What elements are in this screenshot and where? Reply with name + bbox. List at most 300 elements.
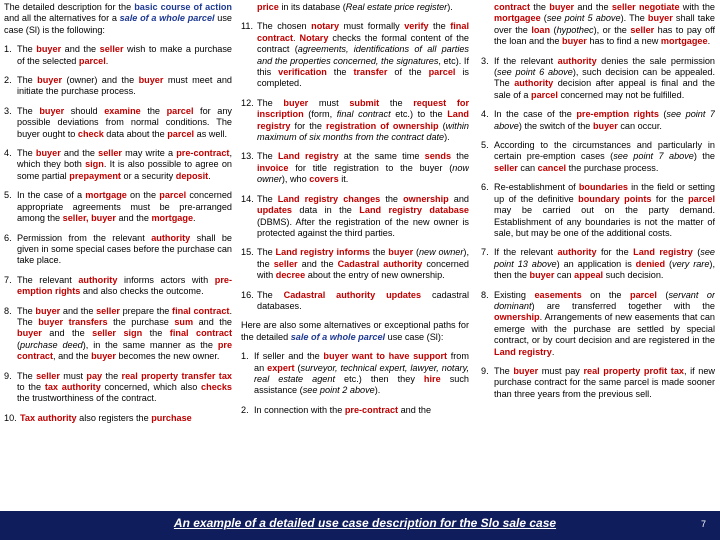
text-run: If the relevant — [494, 55, 558, 66]
text-run: Land registry — [633, 247, 693, 258]
text-run: pre-contract — [176, 148, 230, 159]
text-run: verify — [404, 21, 429, 32]
text-run: final contract — [172, 305, 230, 316]
list-item: 3. If the relevant authority denies the sale permission (see point 6 above), such decision can be appealed. The authority decision after appeal is final and the sale of a parcel concerned may not be fulfilled. — [481, 55, 715, 100]
text-run: see point 5 above — [546, 13, 621, 24]
text-run: and the — [398, 404, 432, 415]
text-run: concerned, which also — [100, 381, 202, 392]
text-run: ). The — [620, 13, 648, 24]
text-run: The — [17, 305, 36, 316]
text-run: buyer — [549, 2, 575, 12]
text-run: data about the — [103, 128, 168, 139]
text-run: mortgage — [85, 190, 127, 201]
text-run: concerned may not be fulfilled. — [557, 89, 685, 100]
text-run: . — [105, 55, 109, 66]
list-item: 10. Tax authority also registers the purchase — [4, 412, 192, 423]
text-run: data in the — [292, 205, 360, 216]
list-item: 8. The buyer and the seller prepare the final contract. The buyer transfers the purchase sum and the buyer and the seller sign the final contract (purchase deed), in the same manner as the pre contract, and the buyer becomes the new owner. — [4, 305, 232, 362]
text-run: on the — [126, 190, 160, 201]
text-run: updates — [257, 205, 292, 216]
text-run: price — [257, 2, 279, 12]
text-run: seller — [494, 162, 518, 173]
text-run: the trustworthiness of the contract. — [17, 393, 157, 404]
text-run: may be carried out on the party demand. Establishment of any boundaries is not the matter of sale, but may be one of the additional costs. — [494, 205, 715, 238]
text-run: must meet and initiate the purchase process. — [17, 75, 232, 97]
text-run: about the entry of new ownership. — [305, 270, 445, 281]
text-run: cadastral databases. — [257, 289, 469, 311]
text-run: the — [140, 105, 167, 116]
text-run: The — [17, 75, 38, 86]
text-run: informs — [336, 247, 370, 258]
text-run: real property profit tax — [583, 365, 684, 376]
text-run: etc.) then they — [335, 373, 424, 384]
text-run: The — [494, 365, 514, 376]
text-run: buyer — [91, 351, 116, 362]
text-run: see point 7 above — [613, 151, 694, 162]
text-run: buyer — [35, 148, 61, 159]
text-run: also registers the — [76, 412, 152, 423]
list-item: 9. The seller must pay the real property transfer tax to the tax authority concerned, which also checks the trustworthiness of the contract. — [4, 370, 232, 404]
text-run: buyer want to have support — [323, 351, 448, 362]
text-run: checks — [201, 381, 232, 392]
text-run: and the — [115, 213, 152, 224]
text-run: can — [517, 162, 538, 173]
text-run: (DBMS). After the registration of the new owner is protected against the third parties. — [257, 216, 469, 238]
text-run: must formally — [339, 21, 405, 32]
text-run: verification — [278, 67, 327, 78]
text-run: ownership — [494, 312, 540, 323]
text-run: checks the formal content of the contract ( — [257, 32, 469, 55]
text-run: sends — [424, 151, 452, 162]
text-run: within maximum of six months from the contract date — [257, 120, 469, 143]
text-run: to the — [17, 381, 45, 392]
text-run: authority — [557, 55, 597, 66]
text-run: Notary — [299, 32, 329, 43]
text-run: The — [257, 247, 276, 258]
text-run: ) the switch of the — [518, 120, 593, 131]
text-run: Real estate price register — [345, 2, 448, 12]
text-run: final contract — [336, 109, 391, 120]
text-run: and the — [60, 305, 97, 316]
list-item: 9. The buyer must pay real property profit tax, if new purchase contract for the same parcel is made sooner than three years from the previous sell. — [481, 365, 715, 399]
text-run: ( — [540, 13, 547, 24]
text-run: ). — [447, 2, 453, 12]
text-run: Re-establishment of — [494, 182, 579, 193]
text-run: . — [293, 32, 300, 43]
text-run: parcel — [531, 89, 558, 100]
text-run: buyer — [138, 75, 164, 86]
list-item: 8. Existing easements on the parcel (servant or dominant) are transferred together with the ownership. Arrangements of new easements that can emerge with the purchase are settled by special contract, or by court decision and are registered in the Land registry. — [481, 289, 715, 357]
text-run: must pay — [538, 365, 584, 376]
text-run: , if new purchase contract for the same parcel is made sooner than three years from the previous sell. — [494, 365, 715, 399]
text-run: , and the — [53, 351, 92, 362]
text-run: the — [369, 247, 389, 258]
text-run: ). — [374, 385, 381, 396]
text-run: According to the circumstances and particularly in certain pre-emption cases ( — [494, 140, 715, 162]
text-run: buyer — [388, 247, 414, 258]
text-run: ), then the — [494, 258, 715, 281]
text-run: Land registry — [277, 151, 339, 162]
text-run: appeal — [574, 270, 604, 281]
text-run: In the case of the — [494, 109, 577, 120]
text-run: buyer — [647, 13, 673, 24]
text-run: tax authority — [44, 381, 101, 392]
text-run: and the — [297, 258, 338, 269]
text-run: Land registry — [257, 109, 469, 131]
text-run: deposit — [175, 170, 209, 181]
text-run: (owner) and the — [62, 75, 139, 86]
text-run: request for inscription — [257, 97, 469, 120]
list-item: 1. The buyer and the seller wish to make a purchase of the selected parcel. — [4, 44, 232, 66]
text-run: seller — [99, 44, 124, 55]
text-run: parcel — [688, 193, 715, 204]
text-run: for title registration to the buyer ( — [288, 162, 453, 173]
list-item-continued — [241, 2, 469, 13]
text-run: cancel — [537, 162, 567, 173]
text-run: If the relevant — [494, 247, 558, 258]
text-run: hire — [423, 373, 441, 384]
text-run: the — [380, 193, 404, 204]
text-run: seller — [92, 328, 116, 339]
text-run: concerned appropriate agreements must be pre-arranged among the — [17, 190, 232, 224]
text-run: The — [17, 148, 36, 159]
text-run: pre-contract — [344, 404, 399, 415]
text-run: invoice — [257, 162, 289, 173]
text-run: ( — [692, 247, 701, 258]
text-run: ( — [658, 109, 667, 120]
list-item-continued — [481, 2, 715, 48]
text-run: such assistance ( — [254, 373, 469, 396]
text-run: in its database ( — [278, 2, 346, 12]
text-run: seller — [630, 24, 655, 35]
text-run: and the — [41, 328, 93, 339]
text-run: as well. — [194, 128, 228, 139]
text-run: buyer — [39, 105, 65, 116]
text-run: pre contract — [17, 339, 232, 362]
text-run: pre-emption rights — [17, 274, 232, 297]
text-run: covers — [309, 174, 339, 185]
text-run: for the — [290, 120, 326, 131]
text-run: mortgagee — [660, 36, 708, 47]
text-run: servant or dominant — [494, 289, 715, 311]
text-run: has to find a new — [586, 36, 661, 47]
text-run: parcel — [159, 190, 187, 201]
text-run: and the — [60, 148, 99, 159]
text-run: and the — [61, 44, 100, 55]
list-item: 4. In the case of the pre-emption rights (see point 7 above) the switch of the buyer can occur. — [481, 109, 715, 131]
text-run: The detailed description for the — [4, 2, 135, 12]
text-run: authority — [557, 247, 597, 258]
text-run: and also checks the outcome. — [80, 286, 204, 297]
text-run: . The — [17, 305, 232, 327]
list-item: 7. If the relevant authority for the Land registry (see point 13 above) an application is denied (very rare), then the buyer can appeal such decision. — [481, 247, 715, 281]
text-run: buyer — [36, 44, 62, 55]
text-run: parcel — [78, 55, 106, 66]
text-run: . — [193, 213, 196, 224]
text-run: see point 6 above — [497, 67, 573, 78]
text-run: Permission from the relevant — [17, 232, 152, 243]
text-run: the — [379, 97, 414, 108]
text-run: ), or the — [593, 24, 631, 35]
list-item: 5. In the case of a mortgage on the parcel concerned appropriate agreements must be pre-arranged among the seller, buyer and the mortgage. — [4, 190, 232, 224]
text-run: with the — [679, 2, 715, 12]
text-run: buyer — [513, 365, 539, 376]
text-run: The — [17, 44, 37, 55]
text-run: real property transfer tax — [121, 370, 232, 381]
text-run: . It is also possible to agree on some partial — [17, 159, 232, 181]
text-run: buyer — [35, 305, 61, 316]
text-run: prepare the — [119, 305, 173, 316]
text-run: easements — [534, 289, 582, 300]
text-run: Land registry — [277, 193, 339, 204]
text-run: In the case of a — [17, 190, 86, 201]
list-item: 16. The Cadastral authority updates cadastral databases. — [241, 289, 469, 311]
text-run: the — [326, 67, 354, 78]
text-run: denied — [635, 258, 666, 269]
text-run: may write a — [122, 148, 177, 159]
text-run: informs actors with — [117, 274, 215, 285]
text-run: sum — [174, 316, 194, 327]
text-run: examine — [104, 105, 141, 116]
text-run: prepayment — [69, 170, 121, 181]
text-run: new owner — [418, 247, 464, 258]
text-run: can occur. — [617, 120, 662, 131]
text-run: transfer — [353, 67, 388, 78]
alternatives-paragraph — [241, 320, 469, 343]
footer-bar — [0, 511, 720, 540]
text-run: it. — [338, 174, 349, 185]
list-item: 4. The buyer and the seller may write a pre-contract, which they both sign. It is also possible to agree on some partial prepayment or a security deposit. — [4, 148, 232, 181]
text-run: use case (Sl): — [385, 331, 444, 342]
list-item: 6. Re-establishment of boundaries in the field or setting up of the definitive boundary points for the parcel may be carried out on the party demand. Establishment of any boundaries is not the matter of sale, but may be one of the additional costs. — [481, 182, 715, 238]
text-run: seller — [98, 148, 122, 159]
text-run: final contract — [169, 328, 232, 339]
text-run: ( — [294, 362, 301, 373]
text-run: . — [551, 346, 555, 357]
text-run: Land registry — [494, 346, 552, 357]
text-run: Tax authority — [20, 412, 77, 423]
text-run: the — [428, 21, 451, 32]
text-run: and — [448, 193, 469, 204]
text-run: Existing — [494, 289, 535, 300]
intro-paragraph — [4, 2, 232, 36]
text-run: pre-emption rights — [576, 109, 659, 120]
text-run: decree — [275, 270, 306, 281]
text-run: ), such decision can be appealed. The — [494, 67, 715, 89]
text-run: of the — [387, 67, 429, 78]
text-run: expert — [267, 362, 295, 373]
text-run: purchase — [151, 412, 192, 423]
text-run: and the — [574, 2, 612, 12]
text-run: The — [257, 289, 284, 300]
text-run: hypothec — [556, 24, 594, 35]
text-run: ( — [438, 120, 446, 131]
text-run: ) the — [693, 151, 715, 162]
text-run: now owner — [257, 162, 469, 185]
text-run: ) are transferred together with the — [531, 300, 715, 311]
list-item: 7. The relevant authority informs actors with pre-emption rights and also checks the outcome. — [4, 274, 232, 297]
column-right — [481, 2, 715, 510]
list-item: 2. In connection with the pre-contract and the — [241, 404, 432, 415]
text-run: has to pay off the loan and the — [494, 24, 715, 47]
text-run: notary — [311, 21, 340, 32]
text-run: buyer — [17, 328, 42, 339]
text-run: ( — [413, 247, 419, 258]
column-middle — [241, 2, 469, 510]
text-run: Land registry — [275, 247, 334, 258]
text-run: surveyor, technical expert, lawyer, notary, real estate agent — [254, 362, 469, 384]
text-run: registration of ownership — [326, 120, 439, 131]
text-run: check — [77, 128, 104, 139]
text-run: authority — [514, 78, 554, 89]
text-run: ( — [17, 339, 21, 350]
text-run: . — [707, 36, 711, 47]
list-item: 13. The Land registry at the same time sends the invoice for title registration to the buyer (now owner), who covers it. — [241, 151, 469, 185]
text-run: seller — [96, 305, 120, 316]
text-run: see point 2 above — [302, 385, 375, 396]
text-run: sale of a whole parcel — [119, 13, 215, 24]
text-run: . — [208, 170, 211, 181]
text-run: for the — [596, 247, 634, 258]
text-run: see point 13 above — [494, 247, 715, 269]
text-run: ( — [656, 289, 669, 300]
text-run: denies the sale permission ( — [494, 55, 715, 78]
text-run: changes — [343, 193, 381, 204]
text-run: ), the — [257, 247, 469, 269]
slide-caption: An example of a detailed use case description for the Slo sale case — [173, 516, 557, 530]
text-run: must — [308, 97, 350, 108]
text-run: Cadastral authority — [337, 258, 423, 269]
text-run: loan — [531, 24, 551, 35]
text-run: sign — [85, 159, 104, 170]
text-run: , etc). If this — [257, 55, 469, 78]
text-run: the — [102, 370, 122, 381]
text-run: see point 7 above — [494, 109, 715, 131]
text-run: , which they both — [17, 148, 232, 170]
text-run: the — [530, 2, 550, 12]
text-run: must — [59, 370, 87, 381]
text-run: The — [257, 151, 278, 162]
text-run: and the — [193, 316, 232, 327]
page-number: 7 — [700, 519, 706, 529]
text-run: agreements, identifications of all parties and the properties concerned, the signatures — [257, 44, 469, 66]
text-run: shall be given in some special cases before the purchase can take place. — [17, 232, 232, 266]
text-run: parcel — [428, 67, 456, 78]
text-run: submit — [349, 97, 380, 108]
text-run: the — [451, 151, 469, 162]
text-run: becomes the new owner. — [115, 351, 220, 362]
text-run: authority — [78, 274, 118, 285]
text-run: and all the alternatives for a — [4, 13, 120, 24]
text-run: decision after appeal is final and the sale of a — [494, 78, 715, 100]
text-run: etc.) to the — [390, 109, 448, 120]
list-item: 12. The buyer must submit the request for inscription (form, final contract etc.) to the Land registry for the registration of ownership (within maximum of six months from the contract date). — [241, 97, 469, 143]
text-run: purchase deed — [20, 339, 83, 350]
text-run: The chosen — [257, 21, 312, 32]
text-run: boundary points — [578, 193, 652, 204]
text-run: transfers — [68, 316, 108, 327]
text-run: very rare — [672, 258, 710, 269]
text-run: the purchase process. — [566, 162, 659, 173]
text-run: If seller and the — [254, 351, 324, 362]
text-run: mortgagee — [494, 13, 541, 24]
text-run: ) an application is — [556, 258, 636, 269]
text-run: for any possible deviations from normal conditions. The buyer ought to — [17, 105, 232, 139]
list-item: 3. The buyer should examine the parcel for any possible deviations from normal conditions. The buyer ought to check data about the parcel as well. — [4, 105, 232, 139]
text-run: The relevant — [17, 274, 79, 285]
list-item: 6. Permission from the relevant authority shall be given in some special cases before the purchase can take place. — [4, 232, 232, 266]
list-item: 11. The chosen notary must formally verify the final contract. Notary checks the formal content of the contract (agreements, identifications of all parties and the properties concerned, the signatures, etc). If this verification the transfer of the parcel is completed. — [241, 21, 469, 89]
text-run: parcel — [166, 105, 194, 116]
text-run: The — [17, 105, 40, 116]
text-run: buyer — [283, 97, 309, 108]
text-run: seller negotiate — [611, 2, 680, 12]
text-run: shall take over the — [494, 13, 715, 35]
text-run: is completed. — [257, 67, 469, 89]
text-run: or a security — [120, 170, 176, 181]
text-run: seller, buyer — [62, 213, 116, 224]
text-run: parcel — [630, 289, 657, 300]
text-run: ownership — [403, 193, 449, 204]
text-run: contract — [494, 2, 531, 12]
text-run: seller — [273, 258, 298, 269]
text-run: buyer — [37, 75, 63, 86]
text-run: ). — [444, 132, 450, 143]
text-run: at the same time — [338, 151, 425, 162]
text-run: pay — [86, 370, 103, 381]
text-run: The — [17, 370, 37, 381]
text-run: buyer — [592, 120, 618, 131]
text-run: sign — [123, 328, 143, 339]
text-run: on the — [581, 289, 631, 300]
text-run: wish to make a purchase of the selected — [17, 44, 232, 66]
text-run: use case (Sl) is the following: — [4, 13, 232, 35]
text-run: (form, — [303, 109, 337, 120]
text-run: Cadastral authority updates — [283, 289, 422, 300]
list-item: 15. The Land registry informs the buyer (new owner), the seller and the Cadastral authority concerned with decree about the entry of new ownership. — [241, 247, 469, 281]
text-run: can — [554, 270, 575, 281]
text-run: mortgage — [151, 213, 194, 224]
text-run: from an — [254, 351, 469, 373]
list-item: 14. The Land registry changes the ownership and updates data in the Land registry database (DBMS). After the registration of the new owner is protected against the third parties. — [241, 193, 469, 238]
text-run: The — [257, 97, 284, 108]
text-run: boundaries — [578, 182, 628, 193]
text-run: Here are also some alternatives or exceptional paths for the detailed — [241, 320, 469, 342]
text-run: . Arrangements of new easements that can emerge with the purchase are settled by special contract, or by court decision and are registered in the — [494, 312, 715, 346]
list-item: 2. The buyer (owner) and the buyer must meet and initiate the purchase process. — [4, 75, 232, 97]
text-run: buyer — [529, 270, 555, 281]
list-item: 5. According to the circumstances and particularly in certain pre-emption cases (see point 7 above) the seller can cancel the purchase process. — [481, 140, 715, 173]
text-run: buyer — [562, 36, 587, 47]
text-run: parcel — [167, 128, 195, 139]
text-run: ), in the same manner as the — [82, 339, 218, 350]
text-run: such decision. — [603, 270, 664, 281]
text-run: Land registry database — [359, 205, 469, 216]
list-item: 1. If seller and the buyer want to have support from an expert (surveyor, technical expert, lawyer, notary, real estate agent etc.) then they hire such assistance (see point 2 above). — [241, 351, 469, 396]
text-run: basic course of action — [134, 2, 232, 12]
text-run: ( — [550, 24, 557, 35]
text-run: seller — [36, 370, 60, 381]
text-run: final contract — [257, 21, 469, 43]
text-run: ), who — [281, 174, 310, 185]
text-run: in the field or setting up of the definitive — [494, 182, 715, 204]
text-run: should — [64, 105, 105, 116]
text-run: authority — [151, 232, 191, 243]
text-run: In connection with the — [254, 404, 345, 415]
column-left — [4, 2, 232, 510]
text-run: ( — [665, 258, 673, 269]
text-run: for the — [651, 193, 689, 204]
